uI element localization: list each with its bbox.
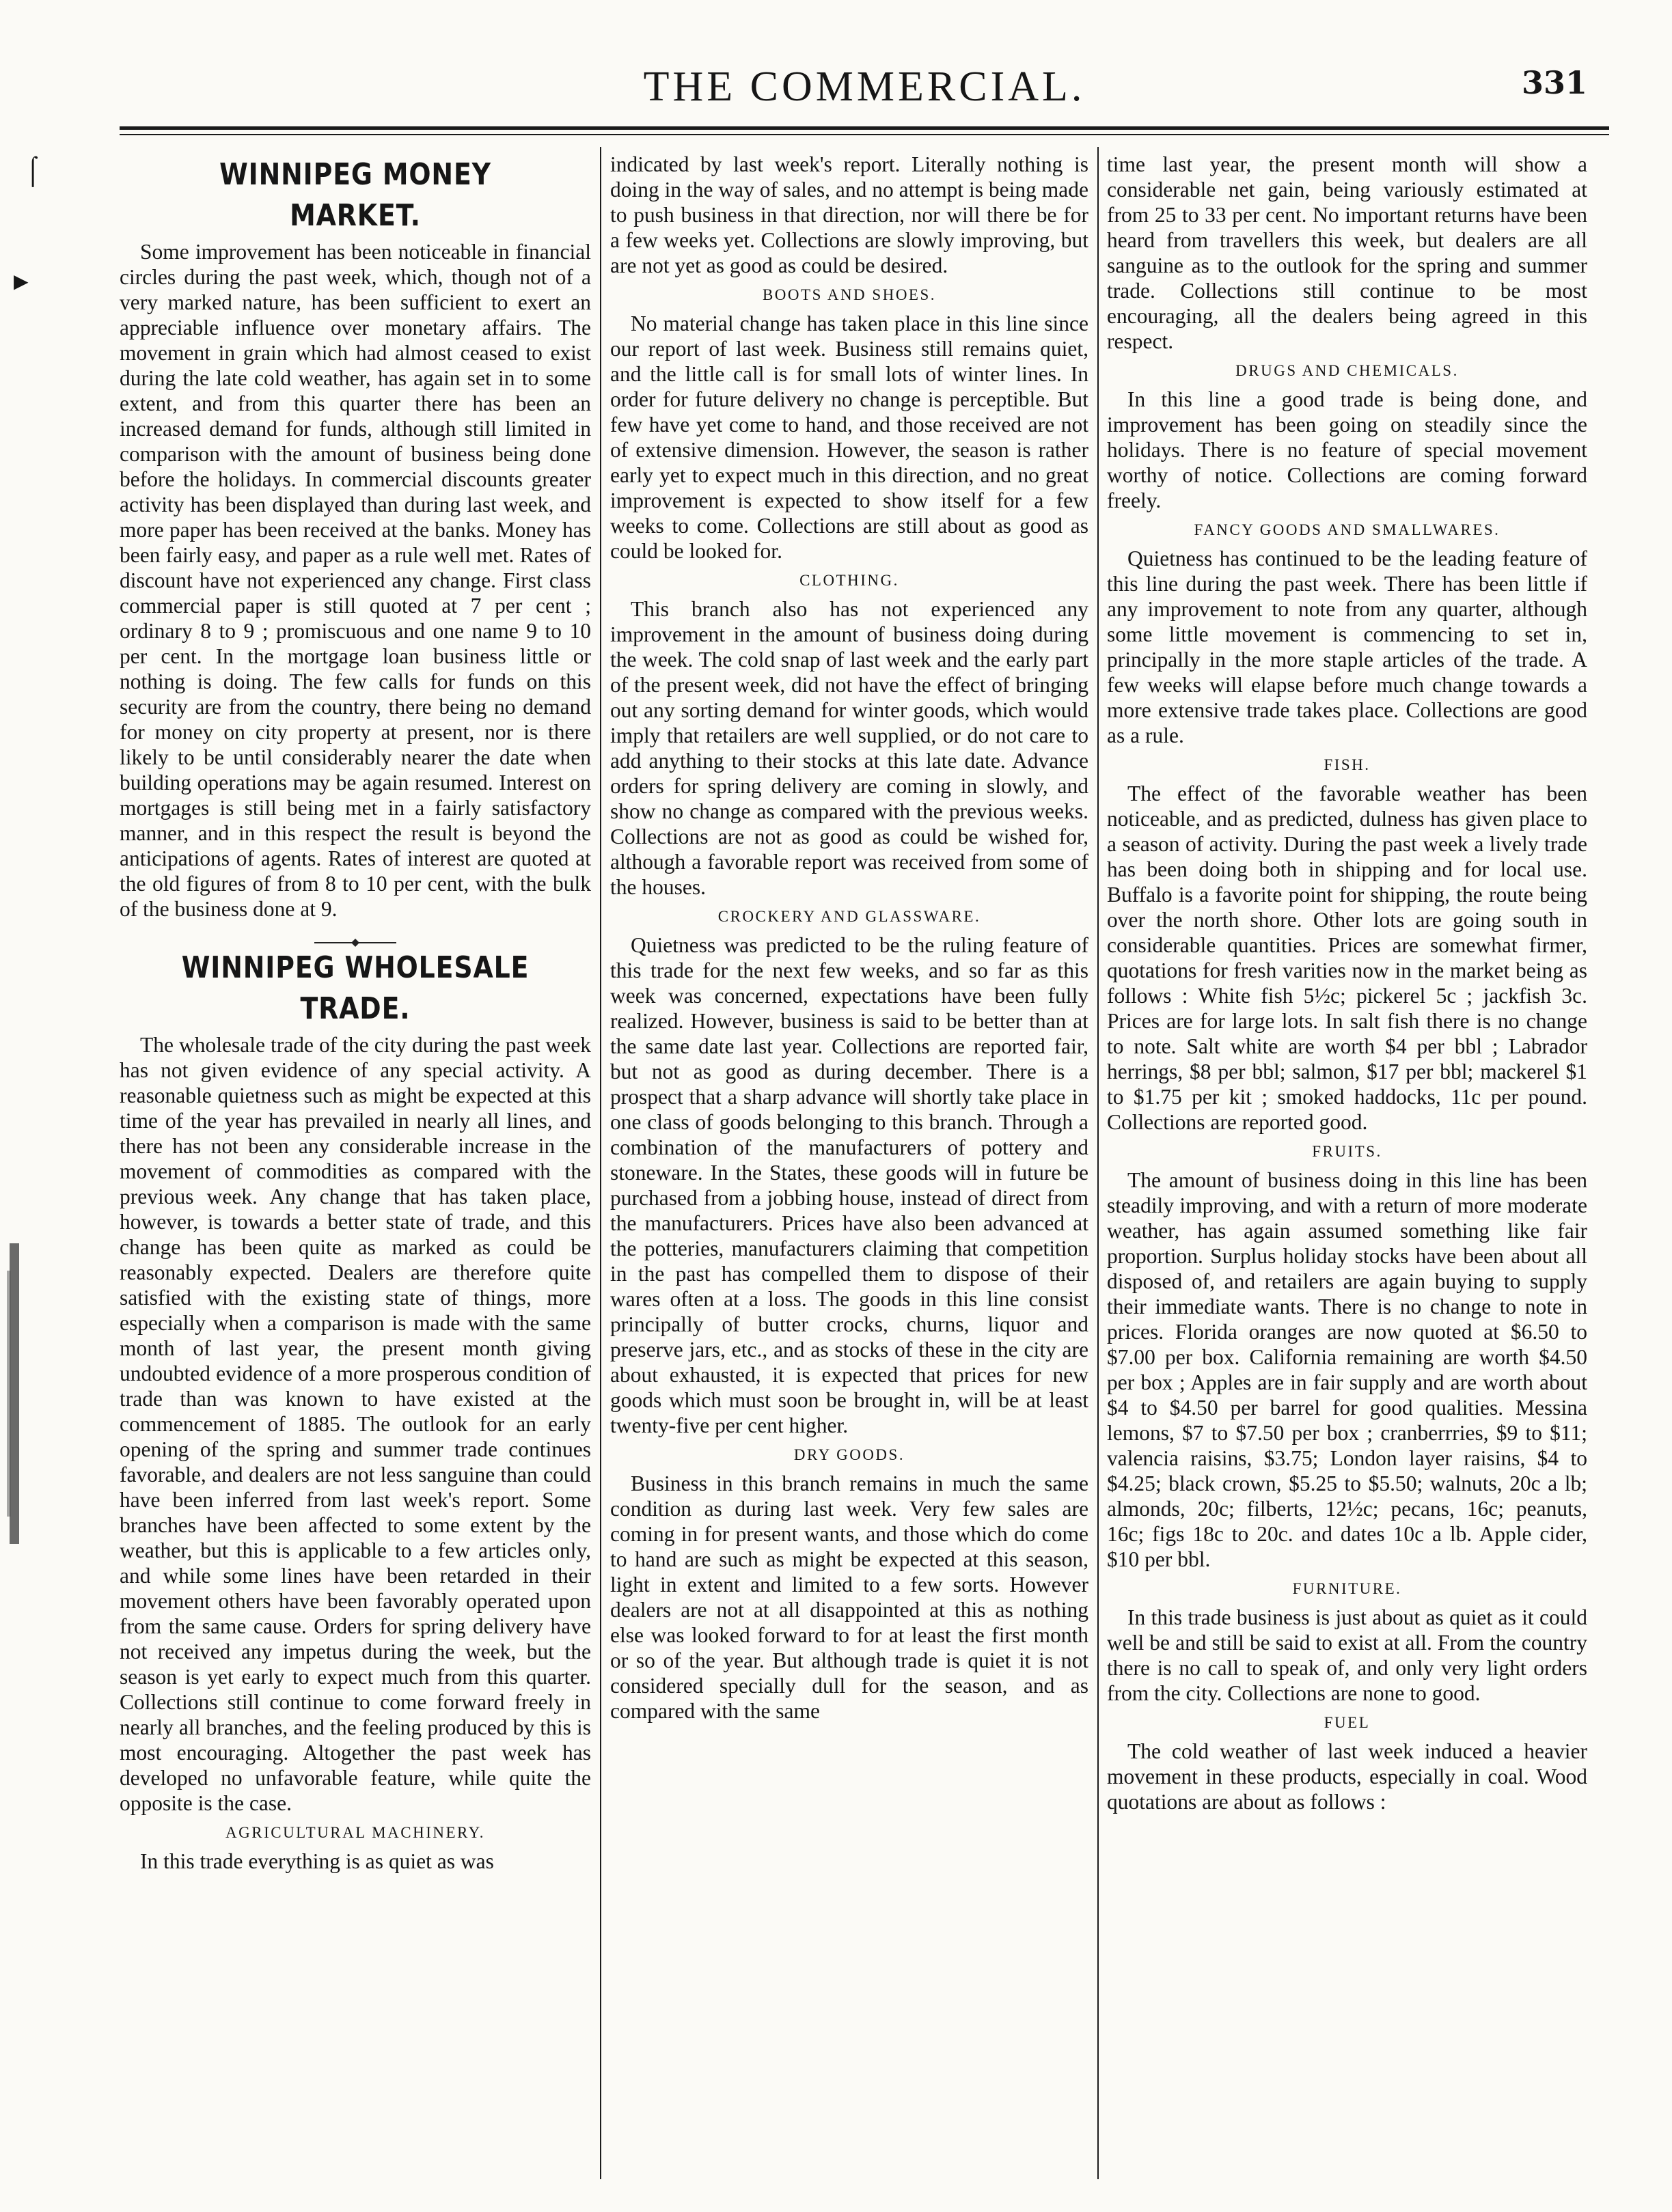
headline-money-market: WINNIPEG MONEY MARKET. xyxy=(219,157,491,233)
money-market-paragraph: Some improvement has been noticeable in financial circles during the past week, which, though not of a very marked nature, has been sufficient to exert an appreciable influence over monetary affairs. The movement in grain which had almost ceased to exist during the late cold weather, has again set in to some extent, and from this quarter there has been an increased demand for funds, although still limited in comparison with the amount of business being done before the holidays. In commercial discounts greater activity has been displayed than during last week, and more paper has been received at the banks. Money has been fairly easy, and paper as a rule well met. Rates of discount have not experienced any change. First class commercial paper is still quoted at 7 per cent ; ordinary 8 to 9 ; promiscuous and one name 9 to 10 per cent. In the mortgage loan business little or nothing is doing. The few calls for funds on this security are from the country, there being no demand for money on city property at present, nor is there likely to be until considerably nearer the date when building operations may be again resumed. Interest on mortgages is still being met in a fairly satisfactory manner, and in this respect the result is beyond the anticipations of agents. Rates of interest are quoted at the old figures of from 8 to 10 per cent, with the bulk of the business done at 9. xyxy=(120,240,591,921)
column-1 xyxy=(120,152,591,2174)
subhead-boots-and-shoes: BOOTS AND SHOES. xyxy=(762,286,937,303)
agricultural-paragraph: In this trade everything is as quiet as was xyxy=(140,1849,494,1873)
fuel-paragraph: The cold weather of last week induced a heavier movement in these products, especially in coal. Wood quotations are about as follows : xyxy=(1107,1739,1587,1814)
agricultural-paragraph-continued: indicated by last week's report. Literally nothing is doing in the way of sales, and no attempt is being made to push business in that direction, nor will there be for a few weeks yet. Collections are slowly improving, but are not yet as good as could be desired. xyxy=(610,152,1088,277)
scan-edge-shadow xyxy=(7,1243,22,1544)
margin-arrow-icon: ▶ xyxy=(14,271,29,292)
page-number: 331 xyxy=(1521,64,1587,101)
clothing-paragraph: This branch also has not experienced any improvement in the amount of business doing during the week. The cold snap of last week and the early part of the present week, did not have the effect of bringing out any sorting demand for winter goods, which would imply that retailers are well supplied, or do not care to add anything to their stocks at this late date. Advance orders for spring delivery are coming in slowly, and show no change as compared with the previous weeks. Collections are not as good as could be wished for, although a favorable report was received from some of the houses. xyxy=(610,597,1088,899)
margin-mark: ⌠ xyxy=(25,154,42,185)
subhead-agricultural-machinery: AGRICULTURAL MACHINERY. xyxy=(225,1824,485,1841)
newspaper-title: THE COMMERCIAL. xyxy=(643,64,1086,110)
column-rule-2 xyxy=(1097,147,1099,2179)
subhead-crockery: CROCKERY AND GLASSWARE. xyxy=(717,908,981,925)
wholesale-trade-paragraph: The wholesale trade of the city during the past week has not given evidence of any special activity. A reasonable quietness such as might be expected at this time of the year has prevailed in nearly all lines, and there has not been any considerable increase in the movement of commodities as compared with the previous week. Any change that has taken place, however, is towards a better state of trade, and this change has been quite as marked as could be reasonably expected. Dealers are therefore quite satisfied with the existing state of things, more especially when a comparison is made with the same month of last year, the present month giving undoubted evidence of a more prosperous condition of trade than was known to have existed at the commencement of 1885. The outlook for an early opening of the spring and summer trade continues favorable, and dealers are not less sanguine than could have been inferred from last week's report. Some branches have been affected to some extent by the weather, but this is applicable to a few articles only, and while some lines have been retarded in their movement others have been favorably operated upon from the same cause. Orders for spring delivery have not received any impetus during the week, but the season is yet early to expect much from this quarter. Collections still continue to come forward freely in nearly all branches, and the feeling produced by this is most encouraging. Altogether the past week has developed no unfavorable feature, while quite the opposite is the case. xyxy=(120,1033,591,1815)
subhead-fuel: FUEL xyxy=(1324,1714,1371,1731)
masthead xyxy=(120,63,1609,124)
fruits-paragraph: The amount of business doing in this line has been steadily improving, and with a return of more moderate weather, has again assumed something like fair proportion. Surplus holiday stocks have been about all disposed of, and retailers are again buying to supply their immediate wants. There is no change to note in prices. Florida oranges are now quoted at $6.50 to $7.00 per box. California remaining are worth $4.50 per box ; Apples are in fair supply and are worth about $4 to $4.50 per barrel for good qualities. Messina lemons, $7 to $7.50 per box ; cranberrries, $9 to $11; valencia raisins, $3.75; London layer raisins, $4 to $4.25; black crown, $5.25 to $5.50; walnuts, 20c a lb; almonds, 20c; filberts, 12½c; pecans, 16c; peanuts, 16c; figs 18c to 20c. and dates 10c a lb. Apple cider, $10 per bbl. xyxy=(1107,1168,1587,1571)
subhead-dry-goods: DRY GOODS. xyxy=(793,1446,905,1463)
subhead-clothing: CLOTHING. xyxy=(799,572,899,589)
column-3 xyxy=(1107,152,1587,2174)
dry-goods-paragraph: Business in this branch remains in much the same condition as during last week. Very few sales are coming in for present wants, and those which do come to hand are such as might be expected at this season, light in extent and limited to a few sorts. However dealers are not at all disappointed at this as nothing else was looked forward to for at least the first month or so of the year. But although trade is quiet it is not considered specially dull for the season, and as compared with the same xyxy=(610,1471,1088,1723)
subhead-furniture: FURNITURE. xyxy=(1292,1580,1402,1597)
furniture-paragraph: In this trade business is just about as quiet as it could well be and still be said to exist at all. From the country there is no call to speak of, and only very light orders from the city. Collections are none to good. xyxy=(1107,1605,1587,1705)
subhead-fruits: FRUITS. xyxy=(1312,1143,1382,1160)
fish-paragraph: The effect of the favorable weather has been noticeable, and as predicted, dulness has given place to a season of activity. During the past week a lively trade has been doing both in shipping and for local use. Buffalo is a favorite point for shipping, the route being over the north shore. Other lots are going south in considerable quantities. Prices are somewhat firmer, quotations for fresh varities now in the market being as follows : White fish 5½c; pickerel 5c ; jackfish 3c. Prices are for large lots. In salt fish there is no change to note. Salt white are worth $4 per bbl ; Labrador herrings, $8 per bbl; salmon, $17 per bbl; mackerel $1 to $1.75 per kit ; smoked haddocks, 11c per pound. Collections are reported good. xyxy=(1107,782,1587,1134)
crockery-paragraph: Quietness was predicted to be the ruling feature of this trade for the next few weeks, and so far as this week was concerned, expectations have been fully realized. However, business is said to be better than at the same date last year. Collections are reported fair, but not as good as during december. There is a prospect that a sharp advance will shortly take place in one class of goods belonging to this branch. Through a combination of the manufacturers of pottery and stoneware. In the States, these goods will in future be purchased from a jobbing house, instead of direct from the manufacturers. Prices have also been advanced at the potteries, manufacturers claiming that competition in the past has compelled them to dispose of their wares often at a loss. The goods in this line consist principally of butter crocks, churns, liquor and preserve jars, etc., and as stocks of these in the city are about exhausted, it is expected that prices for new goods which must soon be brought in, will be at least twenty-five per cent higher. xyxy=(610,933,1088,1437)
headline-wholesale-trade: WINNIPEG WHOLESALE TRADE. xyxy=(181,950,530,1026)
article-wholesale-trade xyxy=(120,948,591,1874)
column-rule-1 xyxy=(600,147,601,2179)
subhead-drugs: DRUGS AND CHEMICALS. xyxy=(1235,362,1459,379)
masthead-rule-thick xyxy=(120,126,1609,130)
dry-goods-paragraph-continued: time last year, the present month will show a considerable net gain, being variously estimated at from 25 to 33 per cent. No important returns have been heard from travellers this week, but dealers are all sanguine as to the outlook for the spring and summer trade. Collections still continue to be most encouraging, all the dealers being agreed in this respect. xyxy=(1107,152,1587,353)
fancy-goods-paragraph: Quietness has continued to be the leading feature of this line during the past week. There has been little if any improvement to note from any quarter, although some little movement is commencing to set in, principally in the more staple articles of the trade. A few weeks will elapse before much change towards a more extensive trade takes place. Collections are good as a rule. xyxy=(1107,547,1587,747)
column-2 xyxy=(610,152,1088,2174)
masthead-rule-thin xyxy=(120,134,1609,135)
boots-paragraph: No material change has taken place in this line since our report of last week. Business still remains quiet, and the little call is for small lots of winter lines. In order for future delivery no change is perceptible. But few have yet come to hand, and those received are not of extensive dimension. However, the season is rather early yet to expect much in this direction, and no great improvement is expected to show itself for a few weeks to come. Collections are still about as good as could be looked for. xyxy=(610,312,1088,563)
drugs-paragraph: In this line a good trade is being done, and improvement has been going on steadily since the holidays. There is no feature of special movement worthy of notice. Collections are coming forward freely. xyxy=(1107,387,1587,512)
article-money-market xyxy=(120,154,591,922)
subhead-fancy-goods: FANCY GOODS AND SMALLWARES. xyxy=(1194,521,1500,538)
subhead-fish: FISH. xyxy=(1324,756,1371,773)
section-divider xyxy=(120,928,591,941)
